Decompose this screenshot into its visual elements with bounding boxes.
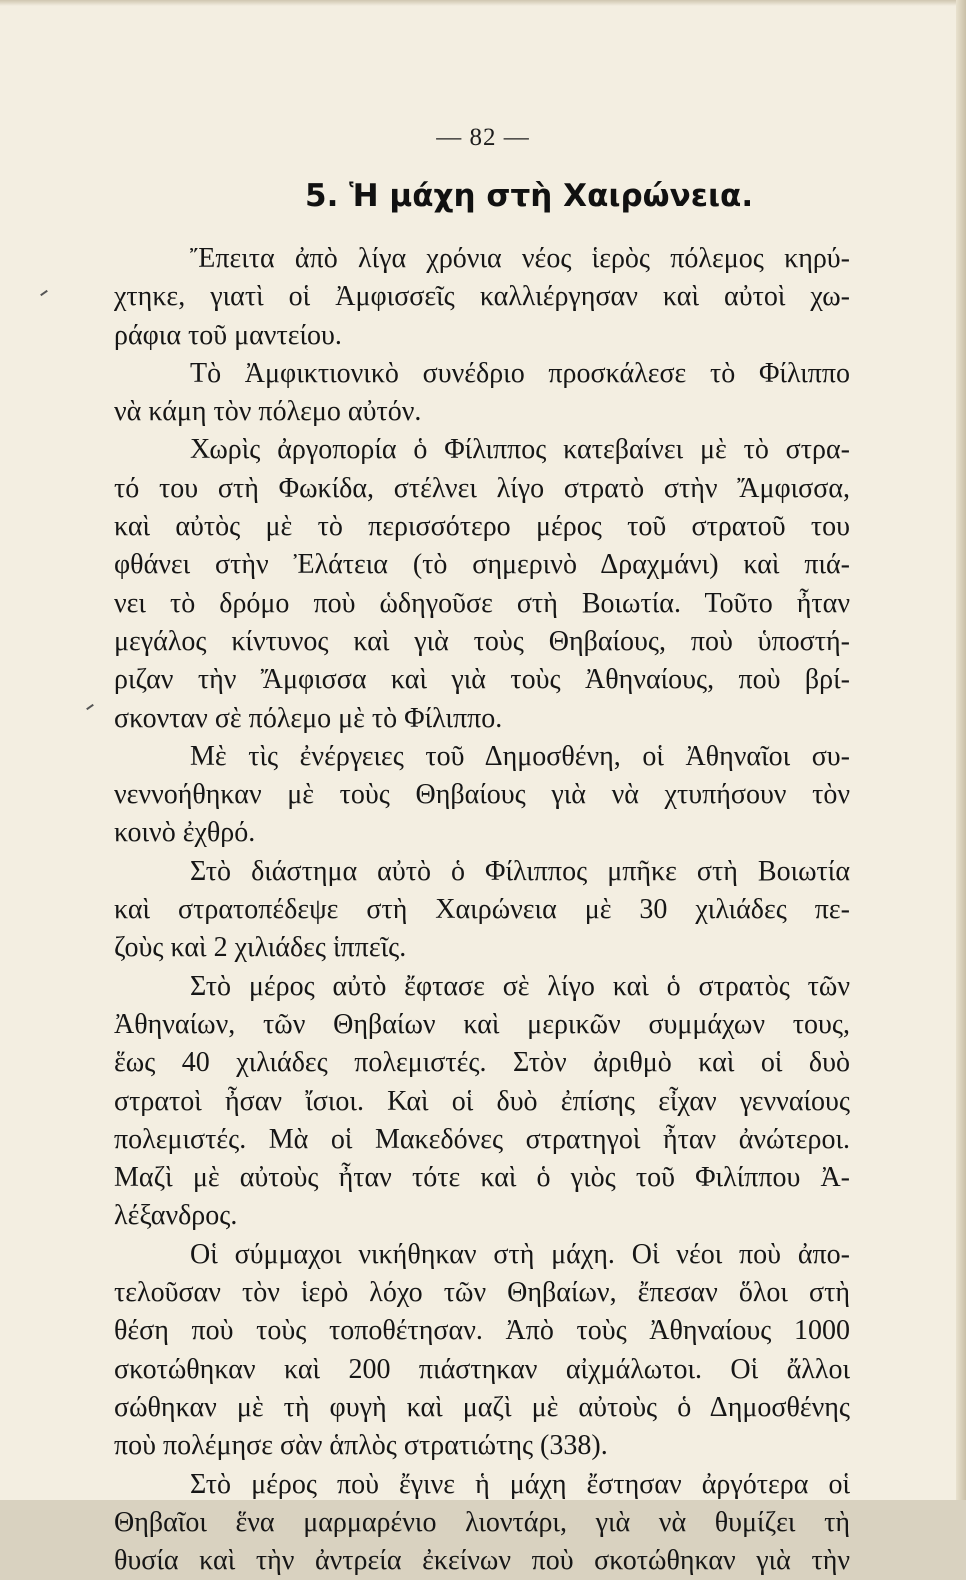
text-line: μεγάλος κίντυνος καὶ γιὰ τοὺς Θηβαίους, ποὺ ὑποστή- bbox=[114, 625, 850, 657]
page-number: — 82 — bbox=[436, 124, 530, 151]
text-line: χτηκε, γιατὶ οἱ Ἀμφισσεῖς καλλιέργησαν καὶ αὐτοὶ χω- bbox=[114, 281, 850, 313]
text-line: τελοῦσαν τὸν ἱερὸ λόχο τῶν Θηβαίων, ἔπεσαν ὅλοι στὴ bbox=[114, 1277, 850, 1309]
text-line: σκονταν σὲ πόλεμο μὲ τὸ Φίλιππο. bbox=[114, 702, 503, 734]
text-line: Στὸ μέρος αὐτὸ ἔφτασε σὲ λίγο καὶ ὁ στρατὸς τῶν bbox=[190, 970, 850, 1002]
text-line: ποὺ πολέμησε σὰν ἁπλὸς στρατιώτης (338). bbox=[114, 1430, 608, 1462]
text-line: πολεμιστές. Μὰ οἱ Μακεδόνες στρατηγοὶ ἦταν ἀνώτεροι. bbox=[114, 1123, 850, 1155]
text-line: Θηβαῖοι ἕνα μαρμαρένιο λιοντάρι, γιὰ νὰ θυμίζει τὴ bbox=[114, 1506, 850, 1538]
text-line: ριζαν τὴν Ἄμφισσα καὶ γιὰ τοὺς Ἀθηναίους, ποὺ βρί- bbox=[114, 664, 850, 696]
text-line: σκοτώθηκαν καὶ 200 πιάστηκαν αἰχμάλωτοι. Οἱ ἄλλοι bbox=[114, 1353, 850, 1385]
margin-mark bbox=[40, 290, 48, 296]
text-line: νει τὸ δρόμο ποὺ ὡδηγοῦσε στὴ Βοιωτία. Τοῦτο ἦταν bbox=[114, 587, 850, 619]
text-line: νεννοήθηκαν μὲ τοὺς Θηβαίους γιὰ νὰ χτυπήσουν τὸν bbox=[114, 779, 850, 811]
chapter-title: 5. Ἡ μάχη στὴ Χαιρώνεια. bbox=[305, 178, 754, 214]
text-line: Ἔπειτα ἀπὸ λίγα χρόνια νέος ἱερὸς πόλεμος κηρύ- bbox=[190, 243, 850, 274]
text-line: Μὲ τὶς ἐνέργειες τοῦ Δημοσθένη, οἱ Ἀθηναῖοι συ- bbox=[190, 740, 850, 772]
text-line: θέση ποὺ τοὺς τοποθέτησαν. Ἀπὸ τοὺς Ἀθηναίους 1000 bbox=[114, 1315, 850, 1347]
text-line: ζοὺς καὶ 2 χιλιάδες ἱππεῖς. bbox=[114, 932, 407, 964]
text-line: Στὸ διάστημα αὐτὸ ὁ Φίλιππος μπῆκε στὴ Βοιωτία bbox=[190, 855, 850, 887]
text-line: Ἀθηναίων, τῶν Θηβαίων καὶ μερικῶν συμμάχων τους, bbox=[114, 1008, 850, 1040]
text-line: ἕως 40 χιλιάδες πολεμιστές. Στὸν ἀριθμὸ καὶ οἱ δυὸ bbox=[114, 1047, 850, 1079]
text-line: τό του στὴ Φωκίδα, στέλνει λίγο στρατὸ στὴν Ἄμφισσα, bbox=[114, 472, 850, 504]
text-line: Οἱ σύμμαχοι νικήθηκαν στὴ μάχη. Οἱ νέοι ποὺ ἀπο- bbox=[190, 1238, 850, 1270]
text-line: φθάνει στὴν Ἐλάτεια (τὸ σημερινὸ Δραχμάνι) καὶ πιά- bbox=[114, 549, 850, 581]
text-line: στρατοὶ ἦσαν ἴσιοι. Καὶ οἱ δυὸ ἐπίσης εἶχαν γενναίους bbox=[114, 1085, 850, 1117]
body-text bbox=[114, 240, 850, 1580]
text-line: σώθηκαν μὲ τὴ φυγὴ καὶ μαζὶ μὲ αὐτοὺς ὁ Δημοσθένης bbox=[114, 1391, 850, 1423]
text-line: λέξανδρος. bbox=[114, 1200, 238, 1232]
page-right-edge bbox=[956, 0, 966, 1500]
text-line: νὰ κάμη τὸν πόλεμο αὐτόν. bbox=[114, 396, 422, 428]
text-line: καὶ στρατοπέδεψε στὴ Χαιρώνεια μὲ 30 χιλιάδες πε- bbox=[114, 894, 850, 926]
text-line: Μαζὶ μὲ αὐτοὺς ἦταν τότε καὶ ὁ γιὸς τοῦ Φιλίππου Ἀ- bbox=[114, 1162, 850, 1194]
text-line: ράφια τοῦ μαντείου. bbox=[114, 319, 342, 351]
text-line: κοινὸ ἐχθρό. bbox=[114, 817, 256, 849]
text-line: Χωρὶς ἀργοπορία ὁ Φίλιππος κατεβαίνει μὲ τὸ στρα- bbox=[190, 434, 850, 466]
page-top-edge bbox=[0, 0, 966, 6]
text-line: Τὸ Ἀμφικτιονικὸ συνέδριο προσκάλεσε τὸ Φίλιππο bbox=[190, 357, 850, 389]
text-line: Στὸ μέρος ποὺ ἔγινε ἡ μάχη ἔστησαν ἀργότερα οἱ bbox=[190, 1468, 850, 1500]
margin-mark bbox=[86, 704, 94, 710]
text-line: θυσία καὶ τὴν ἀντρεία ἐκείνων ποὺ σκοτώθηκαν γιὰ τὴν bbox=[114, 1545, 850, 1577]
text-line: καὶ αὐτὸς μὲ τὸ περισσότερο μέρος τοῦ στρατοῦ του bbox=[114, 511, 850, 543]
